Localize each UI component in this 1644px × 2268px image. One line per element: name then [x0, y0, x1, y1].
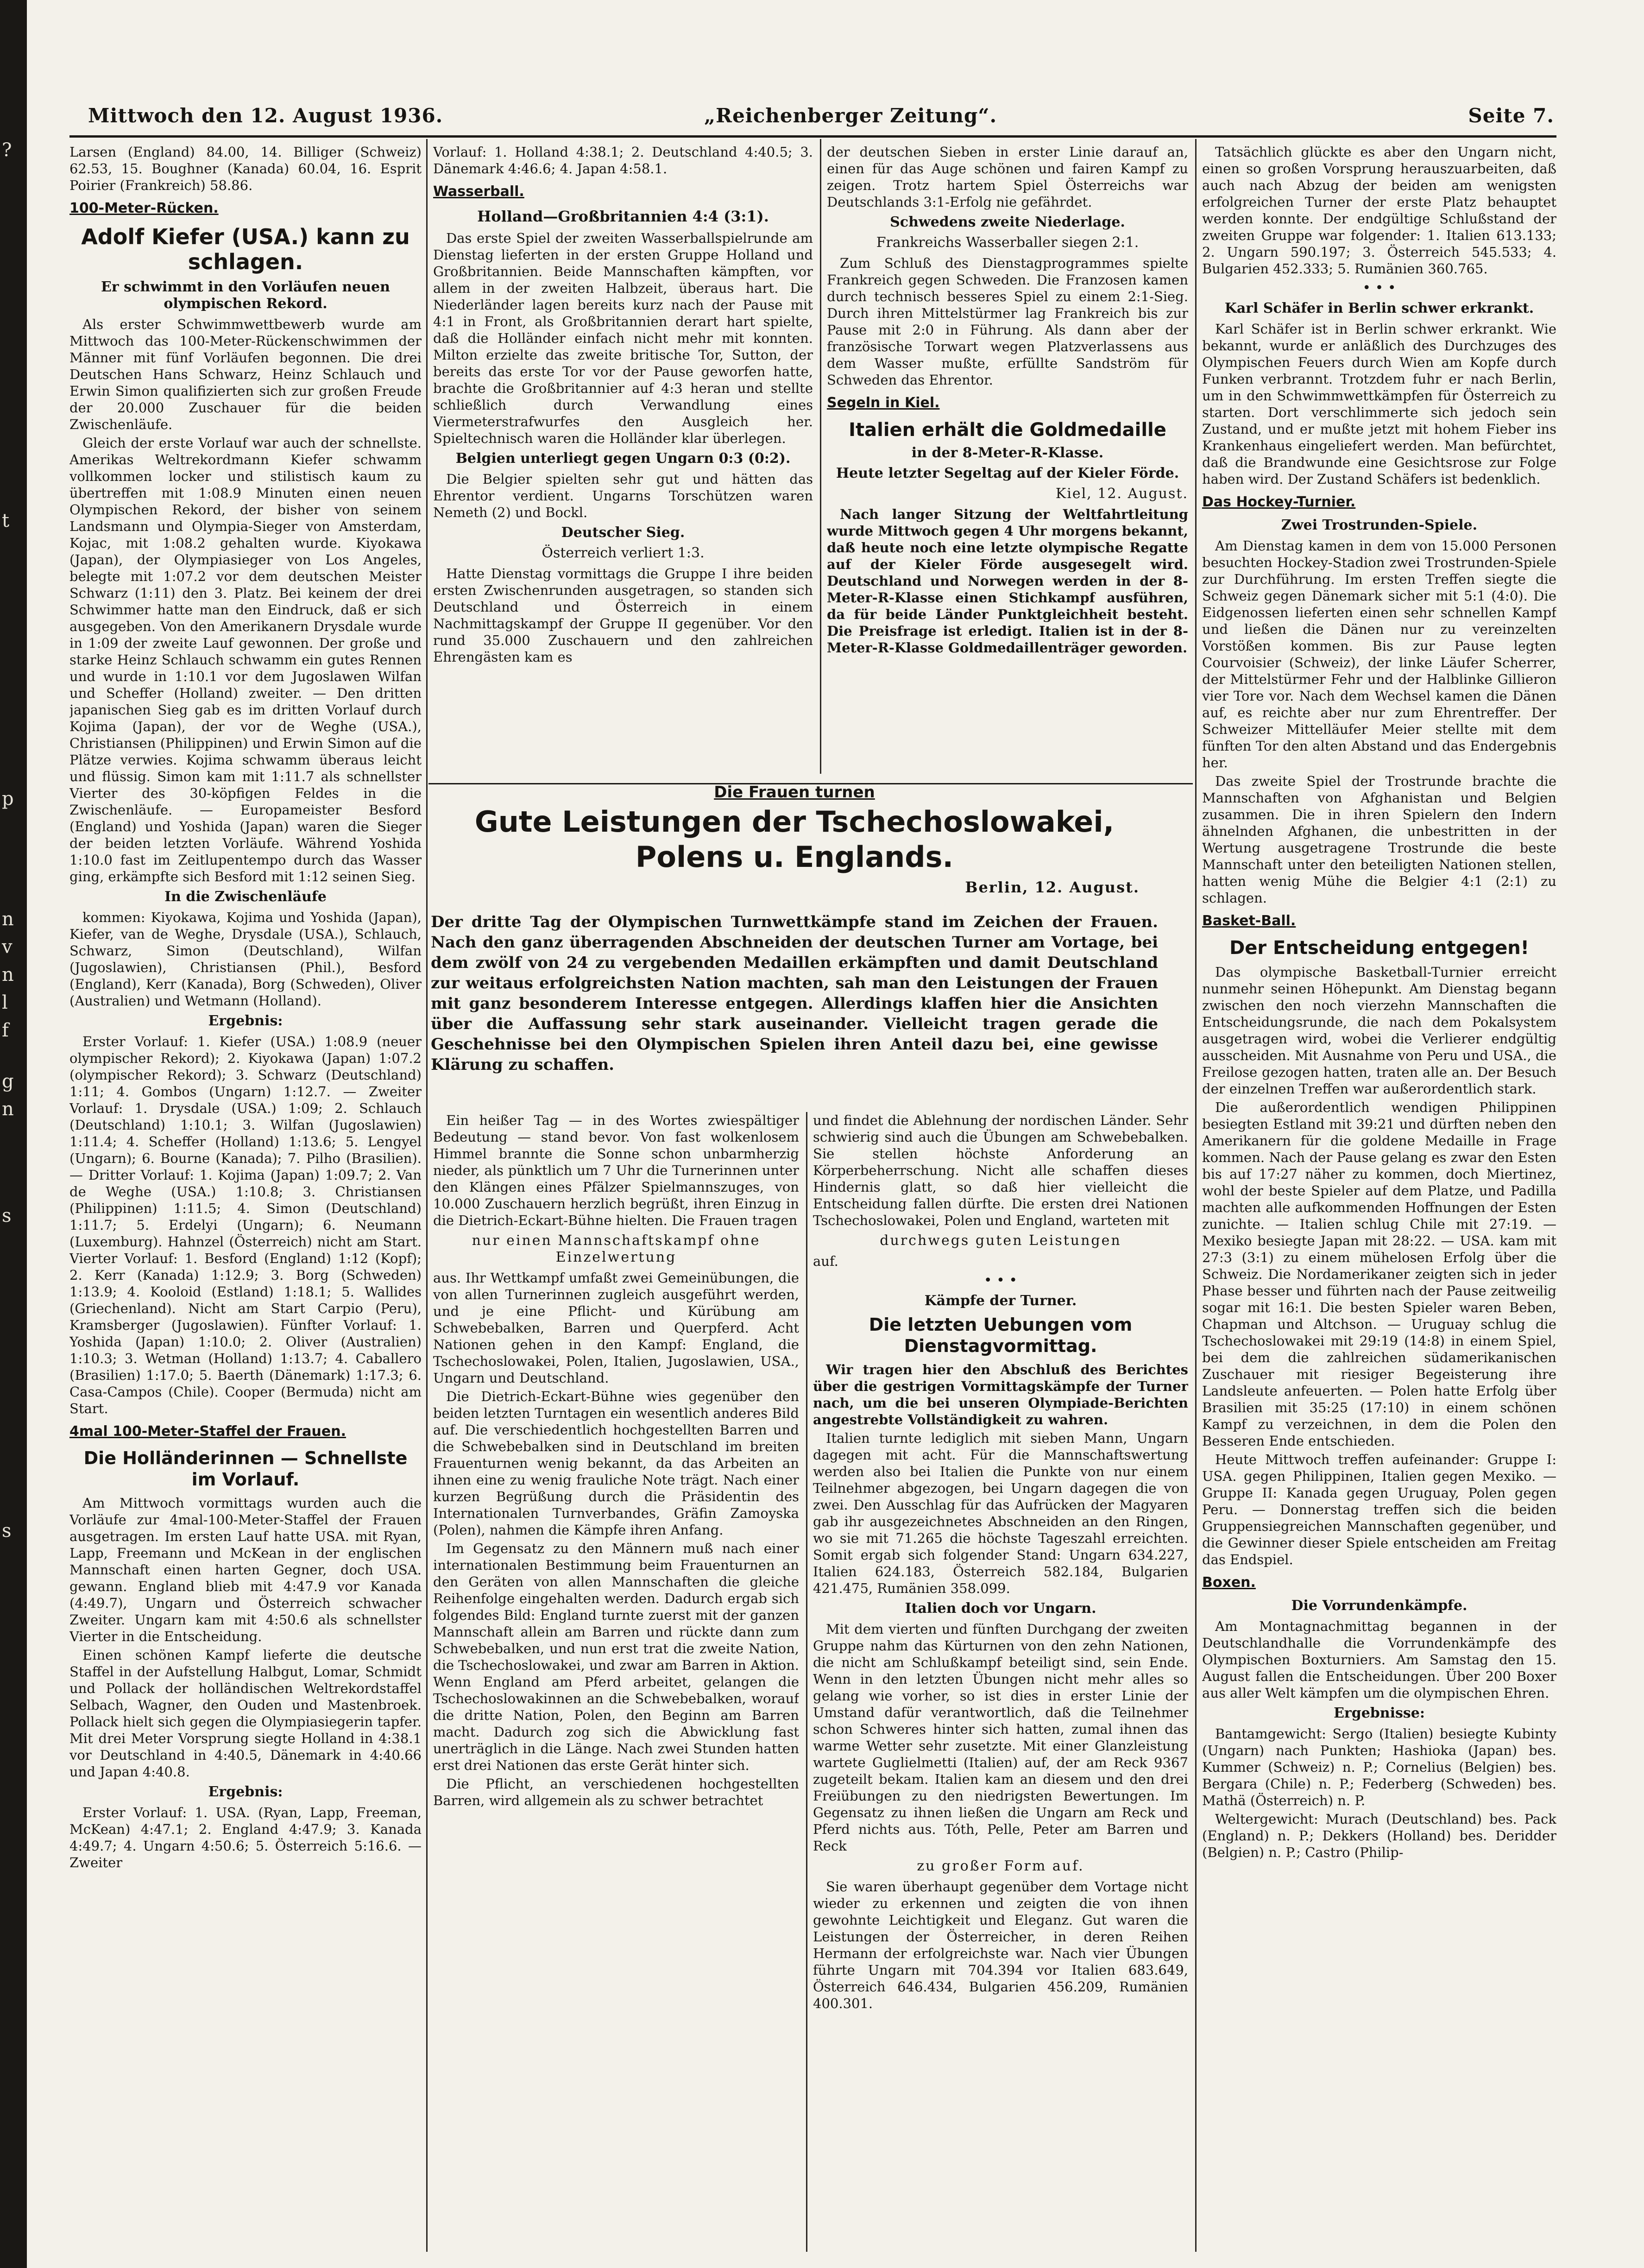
separator-stars: • • •	[1362, 280, 1396, 296]
article-headline: Adolf Kiefer (USA.) kann zu schlagen.	[81, 224, 410, 274]
subsection-title: In die Zwischenläufe	[164, 889, 327, 905]
section-heading: Boxen.	[1202, 1574, 1256, 1591]
results-title: Ergebnis:	[208, 1013, 283, 1029]
article-subheadline: Er schwimmt in den Vorläufen neuen olympischen Rekord.	[101, 279, 390, 312]
article-paragraph: Sie waren überhaupt gegenüber dem Vortage nicht wieder zu erkennen und zeigten die von ihnen gewohnte Leichtigkeit und Eleganz. Gut waren die Leistungen der Österreicher, in deren Reihen Hermann der erfolgreichste war. Nach vier Übungen führte Ungarn mit 704.394 vor Italien 683.649, Österreich 646.434, Bulgarien 456.209, Rumänien 400.301.	[813, 1879, 1188, 2011]
binding-fragment: s	[2, 1205, 12, 1226]
article-dateline: Kiel, 12. August.	[1055, 486, 1188, 502]
section-heading: Segeln in Kiel.	[827, 395, 940, 411]
article-paragraph: Ein heißer Tag — in des Wortes zwiespältiger Bedeutung — stand bevor. Von fast wolkenlosem Himmel brannte die Sonne schon unbarmherzig nieder, als pünktlich um 7 Uhr die Turnerinnen unter den Klängen eines Pfälzer Spielmannszuges, von 10.000 Zuschauern herzlich begrüßt, ihren Einzug in die Dietrich-Eckart-Bühne hielten. Die Frauen tragen	[433, 1112, 799, 1228]
header-page-number: Seite 7.	[1468, 104, 1554, 127]
article-paragraph: Die außerordentlich wendigen Philippinen besiegten Estland mit 39:21 und dürften neben den Amerikanern für die goldene Medaille in Frage kommen. Nach der Pause gelang es zwar den Esten bis auf 17:27 näher zu kommen, doch Miertinez, wohl der beste Spieler auf dem Platze, und Padilla machten alle aufkommenden Hoffnungen der Esten zunichte. — Italien schlug Chile mit 27:19. — Mexiko besiegte Japan mit 28:22. — USA. kam mit 27:3 (3:1) zu einem mühelosen Erfolg über die Schweiz. Die Nordamerikaner zeigten sich in jeder Phase besser und führten nach der Pause zeitweilig sogar mit 16:1. Die besten Spieler waren Beben, Chapman und Altchson. — Uruguay schlug die Tschechoslowakei mit 29:19 (14:8) in einem Spiel, bei dem die zahlreichen südamerikanischen Zuschauer mit riesiger Begeisterung ihre Landsleute anfeuerten. — Polen hatte Erfolg über Brasilien mit 35:25 (17:10) in einem schönen Kampf zu verzeichnen, in dem die Polen den Besseren Ende entschieden.	[1202, 1099, 1556, 1449]
header-newspaper-title: „Reichenberger Zeitung“.	[704, 104, 997, 127]
article-paragraph: Das zweite Spiel der Trostrunde brachte die Mannschaften von Afghanistan und Belgien zusammen. Die in ihren Spielern den Indern ähnelnden Afghanen, die unbestritten in der Wertung ausgetragene Trostrunde die beste Mannschaft unter den beteiligten Nationen stellen, hatten wenig Mühe die Belgier 4:1 (2:1) zu schlagen.	[1202, 773, 1556, 906]
binding-fragment: f	[2, 1020, 9, 1041]
section-heading: Das Hockey-Turnier.	[1202, 494, 1356, 510]
article-paragraph: und findet die Ablehnung der nordischen Länder. Sehr schwierig sind auch die Übungen am Schwebebalken. Sie stellen höchste Anforderung an Körperbeherrschung. Nicht alle schaffen dieses Hindernis glatt, so daß hier vielleicht die Entscheidung fallen dürfte. Die ersten drei Nationen Tschechoslowakei, Polen und England, warteten mit	[813, 1112, 1188, 1228]
separator-stars: • • •	[983, 1272, 1018, 1289]
article-paragraph: Im Gegensatz zu den Männern muß nach einer internationalen Bestimmung beim Frauenturnen an den Geräten von allen Mannschaften die gleiche Reihenfolge eingehalten werden. Dadurch ergab sich folgendes Bild: England turnte zuerst mit der ganzen Mannschaft allein am Barren und rückte dann zum Schwebebalken, und nun erst trat die zweite Nation, die Tschechoslowakei, und zwar am Barren in Aktion. Wenn England am Pferd arbeitet, gelangen die Tschechoslowakinnen an die Schwebebalken, worauf die dritte Nation, Polen, den Beginn am Barren macht. Dadurch zog sich die Abwicklung fast unerträglich in die Länge. Nach zwei Stunden hatten erst drei Nationen das erste Gerät hinter sich.	[433, 1541, 799, 1773]
article-paragraph: Die Dietrich-Eckart-Bühne wies gegenüber den beiden letzten Turntagen ein wesentlich anderes Bild auf. Die verschiedentlich hochgestellten Barren und die Schwebebalken sind in Deutschland im breiten Frauenturnen wenig bekannt, da das Arbeiten an ihnen eine zu wenig frauliche Note trägt. Nach einer kurzen Begrüßung durch die Präsidentin des Internationalen Turnverbandes, Gräfin Zamoyska (Polen), nahmen die Kämpfe ihren Anfang.	[433, 1389, 799, 1538]
results-text: Weltergewicht: Murach (Deutschland) bes. Pack (England) n. P.; Dekkers (Holland) bes. Deridder (Belgien) n. P.; Castro (Philip-	[1202, 1811, 1556, 1860]
article-headline: Der Entscheidung entgegen!	[1229, 937, 1529, 959]
article-subheadline: Heute letzter Segeltag auf der Kieler Förde.	[836, 465, 1179, 481]
book-binding	[0, 0, 27, 2268]
binding-fragment: v	[2, 936, 13, 958]
frauen-turnen-article	[431, 778, 1158, 1091]
column-frauen-1	[433, 1112, 799, 2252]
article-dateline: Berlin, 12. August.	[965, 878, 1140, 896]
article-paragraph: Zum Schluß des Dienstagprogrammes spielte Frankreich gegen Schweden. Die Franzosen kamen durch technisch besseres Spiel zu einem 2:1-Sieg. Durch ihren Mittelstürmer lag Frankreich bis zur Pause mit 2:0 in Führung. Als dann aber der französische Torwart wegen Platzverlassens aus dem Wasser mußte, erfüllte Sandström für Schweden das Ehrentor.	[827, 255, 1188, 388]
match-title: Deutscher Sieg.	[561, 524, 685, 541]
article-title: Die Vorrundenkämpfe.	[1291, 1598, 1468, 1614]
article-title: Italien doch vor Ungarn.	[905, 1600, 1096, 1617]
binding-fragment: l	[2, 992, 8, 1013]
article-text: der deutschen Sieben in erster Linie darauf an, einen für das Auge schönen und fairen Kampf zu zeigen. Trotz hartem Spiel Österreichs war Deutschlands 3:1-Erfolg nie gefährdet.	[827, 144, 1188, 210]
article-paragraph: Italien turnte lediglich mit sieben Mann, Ungarn dagegen mit acht. Für die Mannschaftswertung werden also bei Italien die Punkte von nur einem Teilnehmer abgezogen, bei Ungarn dagegen die von zwei. Den Ausschlag für das Aufrücken der Magyaren gab ihr ausgezeichnetes Abschneiden an den Ringen, wo sie mit 71.265 die höchste Tageszahl erreichten. Somit ergab sich folgender Stand: Ungarn 634.227, Italien 624.183, Österreich 582.184, Bulgarien 421.475, Rumänien 358.099.	[813, 1430, 1188, 1596]
match-subtitle: Österreich verliert 1:3.	[542, 545, 705, 561]
article-paragraph: Heute Mittwoch treffen aufeinander: Gruppe I: USA. gegen Philippinen, Italien gegen Mexiko. — Gruppe II: Kanada gegen Uruguay, Polen gegen Peru. — Donnerstag treffen sich die beiden Gruppensiegreichen Mannschaften gegenüber, und die Gewinner dieser Spiele entscheiden am Freitag das Endspiel.	[1202, 1452, 1556, 1567]
article-paragraph: Die Pflicht, an verschiedenen hochgestellten Barren, wird allgemein als zu schwer betrachtet	[433, 1776, 799, 1808]
binding-fragment: g	[2, 1071, 14, 1092]
article-paragraph: Einen schönen Kampf lieferte die deutsche Staffel in der Aufstellung Halbgut, Lomar, Schmidt und Pollack der holländischen Weltrekordstaffel Selbach, Wagner, den Ouden und Mastenbroek. Pollack hielt sich gegen die Olympiasiegerin tapfer. Mit drei Meter Vorsprung siegte Holland in 4:38.1 vor Deutschland in 4:40.5, Dänemark in 4:40.66 und Japan 4:40.8.	[69, 1647, 422, 1780]
article-paragraph: Mit dem vierten und fünften Durchgang der zweiten Gruppe nahm das Kürturnen von den zehn Nationen, die nicht am Schlußkampf beteiligt sind, sein Ende. Wenn in den letzten Übungen nicht mehr alles so gelang wie vorher, so ist dies in erster Linie der Umstand dafür verantwortlich, daß die Teilnehmer schon Schweres hinter sich hatten, zumal ihnen das warme Wetter sehr zusetzte. Mit einer Glanzleistung wartete Guglielmetti (Italien) auf, der am Reck 9367 zugeteilt bekam. Italien kam an diesem und den drei Freiübungen zu den niedrigsten Bewertungen. Im Gegensatz zu ihnen ließen die Ungarn am Reck und Pferd nichts aus. Tóth, Pelle, Peter am Barren und Reck	[813, 1621, 1188, 1854]
article-paragraph: Karl Schäfer ist in Berlin schwer erkrankt. Wie bekannt, wurde er anläßlich des Durchzuges des Olympischen Feuers durch Wien am Kopfe durch Funken verbrannt. Trotzdem fuhr er nach Berlin, um in den Schwimmwettkämpfen für Österreich zu starten. Dort verschlimmerte sich jedoch sein Zustand, und er mußte jetzt mit hohem Fieber ins Krankenhaus eingeliefert werden. Man befürchtet, daß die Brandwunde eine Gesichtsrose zur Folge haben wird. Der Zustand Schäfers ist bedenklich.	[1202, 321, 1556, 487]
binding-fragment: n	[2, 1099, 14, 1120]
article-emphasis: durchwegs guten Leistungen	[880, 1232, 1121, 1249]
article-paragraph: Das olympische Basketball-Turnier erreicht nunmehr seinen Höhepunkt. Am Dienstag begann zwischen den noch vierzehn Mannschaften die Entscheidungsrunde, die nach dem Pokalsystem ausgetragen wird, wobei die Verlierer endgültig ausscheiden. Mit Ausnahme von Peru und USA., die Freilose gezogen hatten, traten alle an. Der Besuch der einzelnen Treffen war außerordentlich stark.	[1202, 964, 1556, 1097]
article-paragraph: Das erste Spiel der zweiten Wasserballspielrunde am Dienstag lieferten in der ersten Gruppe Holland und Großbritannien. Beide Mannschaften kämpften, vor allem in der zweiten Halbzeit, überaus hart. Die Niederländer lagen bereits kurz nach der Pause mit 4:1 in Front, als Großbritannien derart hart spielte, daß die Holländer einfach nicht mehr mit konnten. Milton erzielte das zweite britische Tor, Sutton, der bereits das erste Tor vor der Pause geworfen hatte, brachte die Großbritannier auf 4:3 heran und stellte schließlich durch Verwandlung eines Viermeterstrafwurfes den Ausgleich her. Spieltechnisch waren die Holländer klar überlegen.	[433, 230, 813, 446]
section-heading: Die Frauen turnen	[714, 783, 875, 802]
column-divider	[426, 139, 428, 2252]
binding-fragment: ?	[2, 139, 12, 161]
column-5	[1202, 144, 1556, 2252]
article-paragraph: Nach langer Sitzung der Weltfahrtleitung wurde Mittwoch gegen 4 Uhr morgens bekannt, daß heute noch eine letzte olympische Regatte auf der Kieler Förde ausgesegelt wird. Deutschland und Norwegen werden in der 8-Meter-R-Klasse einen Stichkampf ausführen, da für beide Länder Punktgleichheit besteht. Die Preisfrage ist erledigt. Italien ist in der 8-Meter-R-Klasse Goldmedaillenträger geworden.	[827, 506, 1188, 656]
header-date: Mittwoch den 12. August 1936.	[88, 104, 443, 127]
column-3	[827, 144, 1188, 774]
article-title: Karl Schäfer in Berlin schwer erkrankt.	[1224, 300, 1534, 316]
article-text: Vorlauf: 1. Holland 4:38.1; 2. Deutschland 4:40.5; 3. Dänemark 4:46.6; 4. Japan 4:58.1.	[433, 144, 813, 177]
results-text: Bantamgewicht: Sergo (Italien) besiegte Kubinty (Ungarn) nach Punkten; Hashioka (Japan) bes. Kummer (Schweiz) n. P.; Cornelius (Belgien) bes. Bergara (Chile) n. P.; Federberg (Schweden) bes. Mathä (Österreich) n. P.	[1202, 1726, 1556, 1808]
binding-fragment: p	[2, 788, 14, 809]
article-paragraph: kommen: Kiyokawa, Kojima und Yoshida (Japan), Kiefer, van de Weghe, Drysdale (USA.), Schlauch, Schwarz, Simon (Deutschland), Wilfan (Jugoslawien), Christiansen (Phil.), Besford (England), Kerr (Kanada), Borg (Schweden), Oliver (Australien) und Wetmann (Holland).	[69, 910, 422, 1009]
binding-fragment: t	[2, 510, 10, 531]
match-title: Holland—Großbritannien 4:4 (3:1).	[477, 208, 769, 225]
column-divider	[1195, 139, 1197, 2252]
article-paragraph: Am Dienstag kamen in dem von 15.000 Personen besuchten Hockey-Stadion zwei Trostrunden-Spiele zur Durchführung. Im ersten Treffen siegte die Schweiz gegen Dänemark sicher mit 5:1 (4:0). Die Eidgenossen lieferten einen sehr schnellen Kampf und ließen die Dänen nur zu vereinzelten Vorstößen kommen. Bis zur Pause legten Courvoisier (Schweiz), der linke Läufer Scherrer, der Mittelstürmer Fehr und der Halblinke Gillieron vier Tore vor. Nach dem Wechsel kamen die Dänen auf, es reichte aber nur zum Ehrentreffer. Der Schweizer Mittelläufer Meier stellte mit dem fünften Tor den alten Abstand und das Endergebnis her.	[1202, 538, 1556, 771]
article-headline: Gute Leistungen der Tschechoslowakei, Polens u. Englands.	[474, 805, 1115, 874]
article-title: Kämpfe der Turner.	[924, 1293, 1077, 1309]
binding-fragment: s	[2, 1520, 12, 1541]
page-header	[88, 104, 1554, 132]
article-paragraph: Die Belgier spielten sehr gut und hätten das Ehrentor verdient. Ungarns Torschützen waren Nemeth (2) und Bockl.	[433, 471, 813, 520]
article-headline: Die letzten Uebungen vom Dienstagvormittag.	[869, 1314, 1133, 1356]
results-text: Erster Vorlauf: 1. Kiefer (USA.) 1:08.9 (neuer olympischer Rekord); 2. Kiyokawa (Japan) 1:07.2 (olympischer Rekord); 3. Schwarz (Deutschland) 1:11; 4. Gombos (Ungarn) 1:12.7. — Zweiter Vorlauf: 1. Drysdale (USA.) 1:09; 2. Schlauch (Deutschland) 1:10.1; 3. Wilfan (Jugoslawien) 1:11.4; 4. Scheffer (Holland) 1:13.6; 5. Lengyel (Ungarn); 6. Bourne (Kanada); 7. Pilho (Brasilien). — Dritter Vorlauf: 1. Kojima (Japan) 1:09.7; 2. Van de Weghe (USA.) 1:10.8; 3. Christiansen (Philippinen) 1:11.5; 4. Simon (Deutschland) 1:11.7; 5. Erdelyi (Ungarn); 6. Neumann (Luxemburg). Hahnzel (Österreich) nicht am Start. Vierter Vorlauf: 1. Besford (England) 1:12 (Kopf); 2. Kerr (Kanada) 1:12.9; 3. Borg (Schweden) 1:13.9; 4. Kooloid (Estland) 1:18.1; 5. Wallides (Griechenland). Nicht am Start Carpio (Peru), Kramsberger (Jugoslawien). Fünfter Vorlauf: 1. Yoshida (Japan) 1:10.0; 2. Oliver (Australien) 1:10.3; 3. Wetman (Holland) 1:13.7; 4. Caballero (Brasilien) 1:17.0; 5. Baerth (Dänemark) 1:17.3; 6. Casa-Campos (Chile). Cooper (Bermuda) nicht am Start.	[69, 1034, 422, 1416]
article-emphasis: nur einen Mannschaftskampf ohne Einzelwertung	[472, 1232, 761, 1265]
section-heading: Wasserball.	[433, 183, 524, 200]
article-text: Larsen (England) 84.00, 14. Billiger (Schweiz) 62.53, 15. Boughner (Kanada) 60.04, 16. Esprit Poirier (Frankreich) 58.86.	[69, 144, 422, 193]
article-paragraph: Wir tragen hier den Abschluß des Berichtes über die gestrigen Vormittagskämpfe der Turner nach, um die bei unseren Olympiade-Berichten angestrebte Vollständigkeit zu wahren.	[813, 1362, 1188, 1428]
article-paragraph: Am Montagnachmittag begannen in der Deutschlandhalle die Vorrundenkämpfe des Olympischen Boxturniers. Am Samstag den 15. August fallen die Entscheidungen. Über 200 Boxer aus aller Welt kämpfen um die olympischen Ehren.	[1202, 1618, 1556, 1701]
article-title: Zwei Trostrunden-Spiele.	[1281, 517, 1478, 533]
column-divider	[820, 139, 821, 774]
binding-fragment: n	[2, 964, 14, 986]
results-title: Ergebnis:	[208, 1784, 283, 1800]
match-title: Belgien unterliegt gegen Ungarn 0:3 (0:2).	[455, 450, 791, 467]
column-1	[69, 144, 422, 2252]
section-heading: Basket-Ball.	[1202, 913, 1296, 929]
article-paragraph: Hatte Dienstag vormittags die Gruppe I ihre beiden ersten Zwischenrunden ausgetragen, so standen sich Deutschland und Österreich in einem Nachmittagskampf der Gruppe II gegenüber. Vor den rund 35.000 Zuschauern und den zahlreichen Ehrengästen kam es	[433, 566, 813, 665]
article-paragraph: aus. Ihr Wettkampf umfaßt zwei Gemeinübungen, die von allen Turnerinnen zugleich ausgeführt werden, und je eine Pflicht- und Kürübung am Schwebebalken, Barren und Querpferd. Acht Nationen gehen in den Kampf: England, die Tschechoslowakei, Polen, Italien, Jugoslawien, USA., Ungarn und Deutschland.	[433, 1270, 799, 1386]
column-2	[433, 144, 813, 774]
section-heading: 100-Meter-Rücken.	[69, 200, 219, 216]
article-headline: Italien erhält die Goldmedaille	[849, 419, 1166, 441]
article-paragraph: Gleich der erste Vorlauf war auch der schnellste. Amerikas Weltrekordmann Kiefer schwamm vollkommen locker und stilistisch kaum zu übertreffen mit 1:08.9 Minuten einen neuen Olympischen Rekord, der bisher von seinem Landsmann und Olympia-Sieger von Amsterdam, Kojac, mit 1:08.2 gehalten wurde. Kiyokawa (Japan), der Olympiasieger von Los Angeles, belegte mit 1:07.2 vor dem deutschen Meister Schwarz (1:11) den 3. Platz. Bei keinem der drei Schwimmer hatte man den Eindruck, daß er sich ausgegeben. Von den Amerikanern Drysdale wurde in 1:09 der zweite Lauf gewonnen. Der große und starke Heinz Schlauch schwamm ein gutes Rennen und wurde in 1:10.1 vor dem Jugoslawen Wilfan und Scheffer (Holland) zweiter. — Den dritten japanischen Sieg gab es im dritten Vorlauf durch Kojima (Japan), der vor de Weghe (USA.), Christiansen (Philippinen) und Erwin Simon auf die Plätze verwies. Kojima schwamm überaus leicht und flüssig. Simon kam mit 1:11.7 als schnellster Vierter des 30-köpfigen Feldes in die Zwischenläufe. — Europameister Besford (England) und Yoshida (Japan) waren die Sieger der beiden letzten Vorläufe. Während Yoshida 1:10.0 fast im Zeitlupentempo durch das Wasser ging, erkämpfte sich Besford mit 1:12 seinen Sieg.	[69, 435, 422, 884]
article-emphasis: zu großer Form auf.	[917, 1858, 1084, 1874]
article-title: Schwedens zweite Niederlage.	[890, 214, 1125, 230]
article-paragraph: Tatsächlich glückte es aber den Ungarn nicht, einen so großen Vorsprung herauszuarbeiten, daß auch nach Abzug der beiden am wenigsten erfolgreichen Turner der erste Platz behauptet werden konnte. Der endgültige Schlußstand der zweiten Gruppe war folgender: 1. Italien 613.133; 2. Ungarn 590.197; 3. Österreich 545.533; 4. Bulgarien 452.333; 5. Rumänien 360.765.	[1202, 144, 1556, 277]
article-paragraph: auf.	[813, 1253, 838, 1269]
results-title: Ergebnisse:	[1334, 1705, 1425, 1721]
binding-fragment: n	[2, 909, 14, 930]
article-lead: Der dritte Tag der Olympischen Turnwettkämpfe stand im Zeichen der Frauen. Nach den ganz überragenden Abschneiden der deutschen Turner am Vortage, bei dem zwölf von 24 zu vergebenden Medaillen erkämpften und damit Deutschland zur weitaus erfolgreichsten Nation machten, sah man den Leistungen der Frauen mit ganz besonderem Interesse entgegen. Allerdings klaffen hier die Ansichten über die Auffassung sehr stark auseinander. Vielleicht tragen gerade die Geschehnisse bei den Olympischen Spielen ihren Anteil dazu bei, eine gewisse Klärung zu schaffen.	[431, 913, 1158, 1074]
results-text: Erster Vorlauf: 1. USA. (Ryan, Lapp, Freeman, McKean) 4:47.1; 2. England 4:47.9; 3. Kanada 4:49.7; 4. Ungarn 4:50.6; 5. Österreich 5:16.6. — Zweiter	[69, 1805, 422, 1870]
article-headline: Die Holländerinnen — Schnellste im Vorlauf.	[83, 1448, 408, 1490]
article-subtitle: Frankreichs Wasserballer siegen 2:1.	[876, 234, 1139, 251]
article-headline-line2: in der 8-Meter-R-Klasse.	[911, 445, 1104, 461]
column-divider	[806, 1112, 807, 2252]
article-paragraph: Am Mittwoch vormittags wurden auch die Vorläufe zur 4mal-100-Meter-Staffel der Frauen ausgetragen. Im ersten Lauf hatte USA. mit Ryan, Lapp, Freemann und McKean in der englischen Mannschaft einen harten Gegner, doch USA. gewann. England blieb mit 4:47.9 vor Kanada (4:49.7), Ungarn und Österreich schwacher Zweiter. Ungarn kam mit 4:50.6 als schnellster Vierter in die Entscheidung.	[69, 1495, 422, 1644]
section-heading: 4mal 100-Meter-Staffel der Frauen.	[69, 1423, 346, 1440]
header-rule	[69, 135, 1556, 138]
column-frauen-2	[813, 1112, 1188, 2252]
article-paragraph: Als erster Schwimmwettbewerb wurde am Mittwoch das 100-Meter-Rückenschwimmen der Männer mit fünf Vorläufen begonnen. Die drei Deutschen Hans Schwarz, Heinz Schlauch und Erwin Simon qualifizierten sich zur großen Freude der 20.000 Zuschauer für die beiden Zwischenläufe.	[69, 316, 422, 432]
